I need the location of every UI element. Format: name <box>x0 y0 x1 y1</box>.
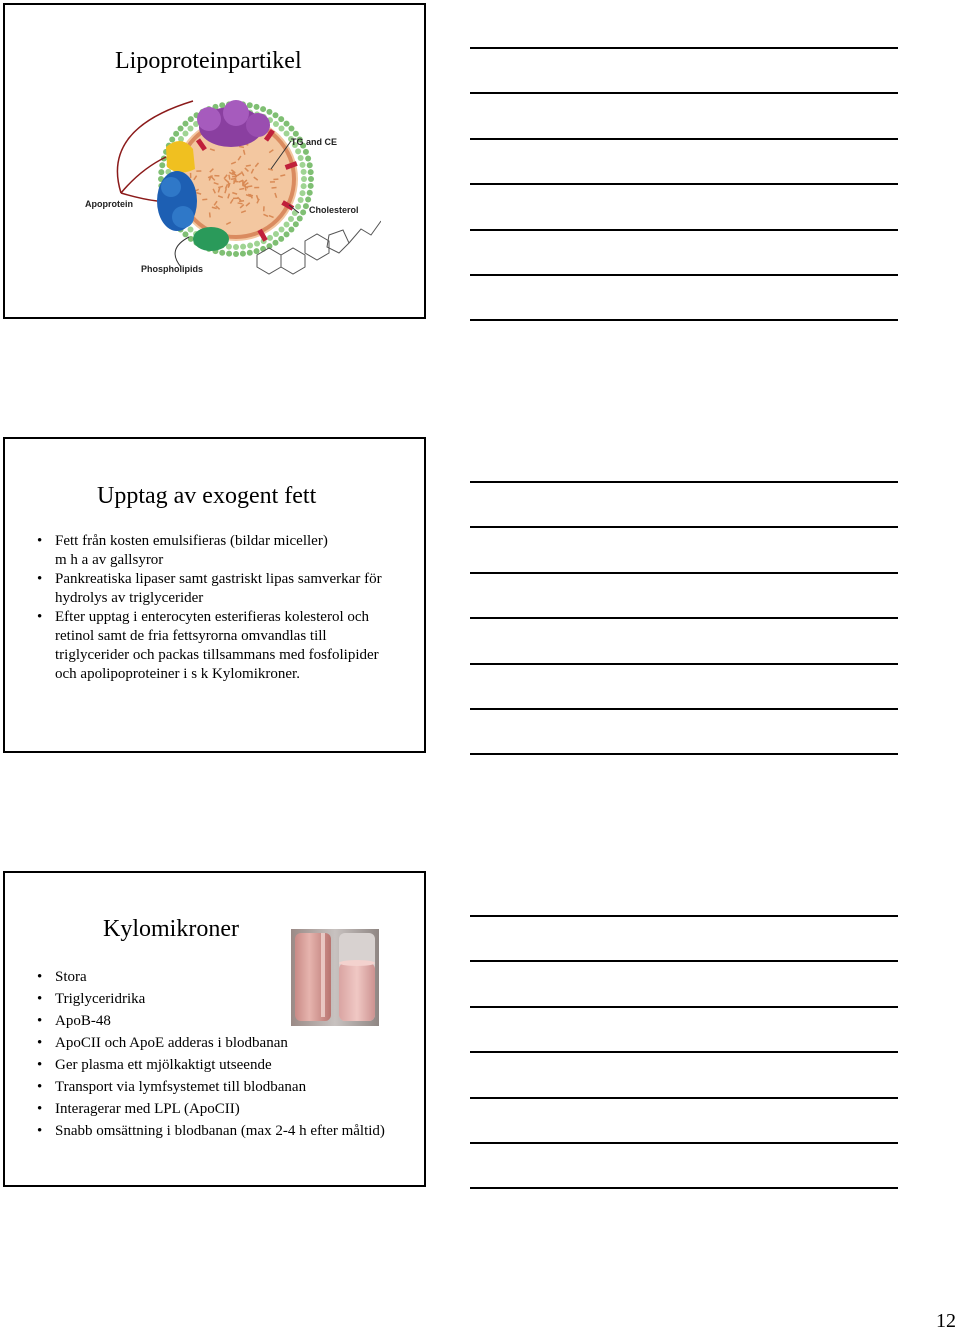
page-number: 12 <box>936 1310 956 1333</box>
slide-1 <box>3 3 426 319</box>
svg-text:Cholesterol: Cholesterol <box>309 205 359 215</box>
bullet-item: • Transport via lymfsystemet till blodbanan <box>35 1078 395 1098</box>
slide-2-title: Upptag av exogent fett <box>97 484 316 508</box>
slide-2-bullet-list <box>35 532 395 684</box>
bullet-item: • ApoCII och ApoE adderas i blodbanan <box>35 1034 395 1054</box>
svg-text:Phospholipids: Phospholipids <box>141 264 203 274</box>
bullet-item: • Triglyceridrika <box>35 990 395 1010</box>
bullet-item: • Pankreatiska lipaser samt gastriskt lipas samverkar för hydrolys av triglycerider <box>35 570 395 608</box>
bullet-continuation: m h a av gallsyror <box>35 551 395 570</box>
bullet-item: • Stora <box>35 968 395 988</box>
bullet-item: • Interagerar med LPL (ApoCII) <box>35 1100 395 1120</box>
slide-1-title: Lipoproteinpartikel <box>115 49 302 73</box>
slide-2 <box>3 437 426 753</box>
cholesterol-structure <box>257 221 381 274</box>
svg-text:Apoprotein: Apoprotein <box>85 199 133 209</box>
lipoprotein-diagram <box>71 89 381 279</box>
svg-text:TG and CE: TG and CE <box>291 137 337 147</box>
bullet-item: • ApoB-48 <box>35 1012 395 1032</box>
bullet-item: • Snabb omsättning i blodbanan (max 2-4 h efter måltid) <box>35 1122 395 1142</box>
bullet-item: • Efter upptag i enterocyten esterifieras kolesterol och retinol samt de fria fettsyrorna omvandlas till triglycerider och packas tillsammans med fosfolipider och apolipoproteiner i s k Kylomikroner. <box>35 608 395 684</box>
slide-3-bullet-list <box>35 968 395 1144</box>
bullet-item: • Ger plasma ett mjölkaktigt utseende <box>35 1056 395 1076</box>
bullet-item: • Fett från kosten emulsifieras (bildar miceller) <box>35 532 395 551</box>
slide-3-title: Kylomikroner <box>103 917 239 941</box>
apoprotein-green <box>193 227 229 251</box>
slide-3 <box>3 871 426 1187</box>
